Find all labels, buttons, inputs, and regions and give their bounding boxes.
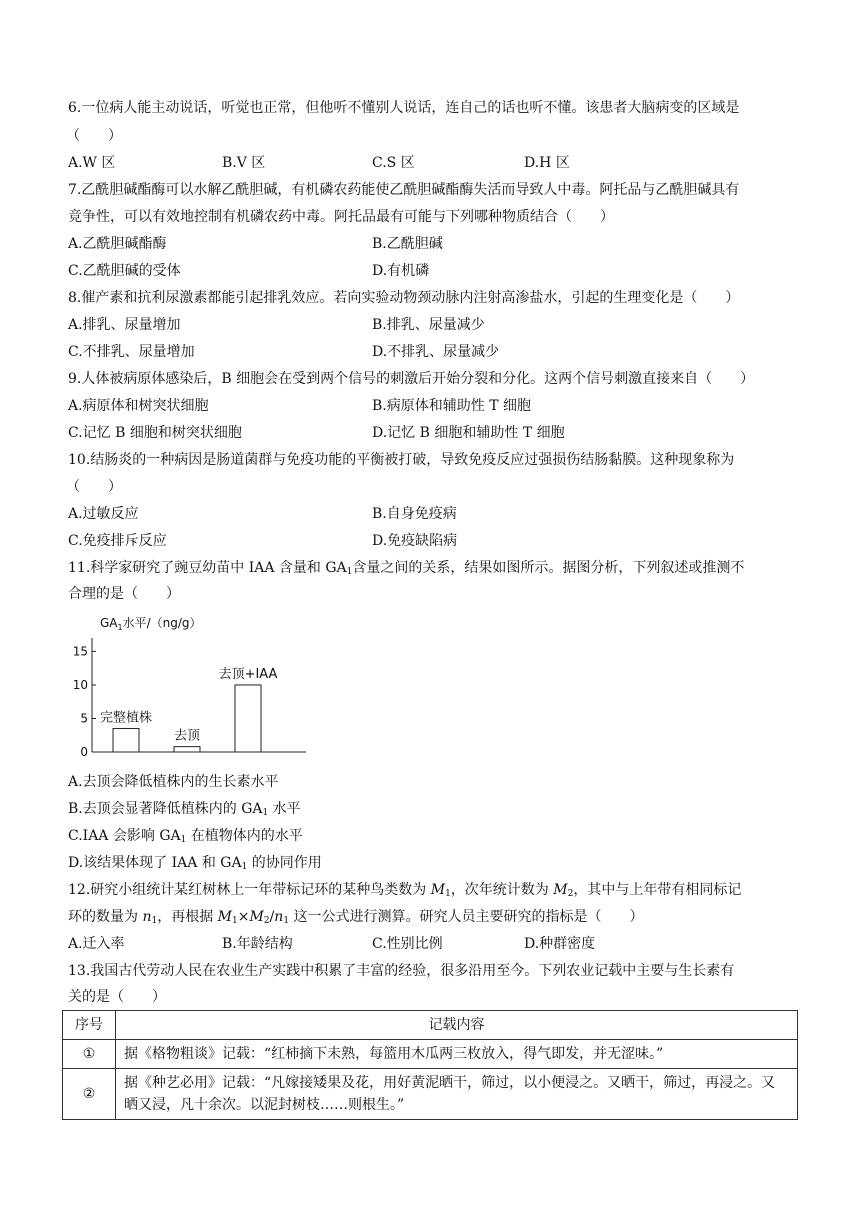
q11-stem-line1	[68, 558, 744, 582]
q12-var-n2: n	[274, 909, 284, 925]
table-header-content: 记载内容	[116, 1011, 798, 1040]
q7-stem-line1: 7.乙酰胆碱酯酶可以水解乙酰胆碱，有机磷农药能使乙酰胆碱酯酶失活而导致人中毒。阿托品与乙酰胆碱具有	[68, 182, 740, 198]
q11-option-d-tail: 的协同作用	[247, 855, 322, 871]
q12-sub-3: 1	[151, 916, 158, 926]
q7-option-a: A.乙酰胆碱酯酶	[68, 236, 167, 252]
q11-stem-line2: 合理的是（ ）	[68, 586, 180, 602]
q9-option-b: B.病原体和辅助性 T 细胞	[372, 398, 531, 414]
q9-option-c: C.记忆 B 细胞和树突状细胞	[68, 425, 242, 441]
q12-option-c: C.性别比例	[372, 936, 443, 952]
q12-sub-2: 2	[567, 889, 574, 899]
bar-label-3: 去顶+IAA	[218, 666, 278, 682]
q12-text-3: ，其中与上年带有相同标记	[573, 882, 742, 898]
q8-option-c: C.不排乳、尿量增加	[68, 344, 195, 360]
q13-stem-line2: 关的是（ ）	[68, 989, 166, 1005]
y-tick-label: 10	[72, 677, 88, 692]
q12-slash: /	[269, 909, 275, 925]
q12-text-5: ，再根据	[157, 909, 218, 925]
q11-option-d-sub: 1	[241, 862, 248, 872]
q12-stem-line1	[68, 880, 741, 904]
bar-1	[113, 729, 139, 752]
q12-sub-6: 1	[283, 916, 290, 926]
q9-option-d: D.记忆 B 细胞和辅助性 T 细胞	[372, 425, 565, 441]
q12-stem-line2	[68, 907, 644, 931]
q12-var-m2: M	[553, 882, 568, 898]
q8-option-d: D.不排乳、尿量减少	[372, 344, 500, 360]
q12-text-8: 这一公式进行测算。研究人员主要研究的指标是（ ）	[289, 909, 644, 925]
q11-stem-sub: 1	[346, 567, 353, 577]
q12-sub-1: 1	[445, 889, 451, 899]
table-cell-content: 据《种艺必用》记载：“凡嫁接矮果及花，用好黄泥晒干，筛过，以小便浸之。又晒干，筛过，再浸之。又晒又浸，凡十余次。以泥封树枝……则根生。”	[116, 1069, 798, 1120]
y-axis-title-text: $GA_1$水平/（ng/g）	[100, 616, 202, 632]
q7-stem-line2: 竞争性，可以有效地控制有机磷农药中毒。阿托品最有可能与下列哪种物质结合（ ）	[68, 209, 614, 225]
q12-text-2: ，次年统计数为	[450, 882, 554, 898]
q12-option-d: D.种群密度	[524, 936, 596, 952]
q12-option-b: B.年龄结构	[222, 936, 293, 952]
q10-option-c: C.免疫排斥反应	[68, 533, 167, 549]
q11-option-c	[68, 826, 303, 850]
q10-option-a: A.过敏反应	[68, 506, 139, 522]
table-header-number: 序号	[63, 1011, 116, 1040]
bar-label-1: 完整植株	[99, 710, 153, 726]
q8-option-b: B.排乳、尿量减少	[372, 317, 485, 333]
q11-option-d	[68, 853, 322, 877]
q6-option-b: B.V 区	[222, 155, 266, 171]
ga1-bar-chart	[70, 610, 320, 760]
q12-sub-5: 2	[263, 916, 270, 926]
q10-stem-line2: （ ）	[66, 479, 122, 495]
q12-sub-4: 1	[232, 916, 238, 926]
q9-option-a: A.病原体和树突状细胞	[68, 398, 209, 414]
bar-2	[174, 747, 200, 752]
q12-var-m3: M	[217, 909, 233, 925]
q11-option-b-tail: 水平	[268, 801, 301, 817]
q11-option-b-text: B.去顶会显著降低植株内的 GA	[68, 801, 263, 817]
q11-option-c-sub: 1	[180, 835, 187, 845]
q7-option-c: C.乙酰胆碱的受体	[68, 263, 181, 279]
table-cell-content: 据《格物粗谈》记载：“红柿摘下未熟，每篮用木瓜两三枚放入，得气即发，并无涩味。”	[116, 1040, 798, 1069]
q11-option-d-text: D.该结果体现了 IAA 和 GA	[68, 855, 242, 871]
q12-text-1: 12.研究小组统计某红树林上一年带标记环的某种鸟类数为	[68, 882, 431, 898]
q6-stem-line2: （ ）	[66, 128, 122, 144]
y-tick-label: 15	[72, 644, 88, 659]
y-tick-label: 0	[80, 745, 88, 759]
table-header-row	[63, 1011, 798, 1040]
q11-stem-part2: 含量之间的关系，结果如图所示。据图分析，下列叙述或推测不	[352, 560, 745, 576]
y-axis-title	[100, 615, 202, 632]
q6-stem-line1: 6.一位病人能主动说话，听觉也正常，但他听不懂别人说话，连自己的话也听不懂。该患者大脑病变的区域是	[68, 100, 740, 116]
table-row	[63, 1069, 798, 1120]
table-cell-number: ②	[63, 1069, 116, 1120]
q8-option-a: A.排乳、尿量增加	[68, 317, 181, 333]
q11-option-c-tail: 在植物体内的水平	[186, 828, 303, 844]
q6-option-a: A.W 区	[68, 155, 116, 171]
q10-option-b: B.自身免疫病	[372, 506, 457, 522]
q6-option-c: C.S 区	[372, 155, 415, 171]
bar-3	[235, 685, 261, 752]
q6-option-d: D.H 区	[524, 155, 570, 171]
records-table	[62, 1010, 798, 1120]
q12-text-4: 环的数量为	[68, 909, 143, 925]
q9-stem-line1: 9.人体被病原体感染后，B 细胞会在受到两个信号的刺激后开始分裂和分化。这两个信号刺激直接来自（ ）	[68, 371, 755, 387]
q11-option-b	[68, 799, 301, 823]
q12-var-m1: M	[430, 882, 446, 898]
q12-times: ×	[237, 909, 250, 925]
y-tick-label: 5	[80, 711, 88, 726]
q12-var-m4: M	[249, 909, 264, 925]
q11-stem-part1: 11.科学家研究了豌豆幼苗中 IAA 含量和 GA	[68, 560, 347, 576]
q7-option-b: B.乙酰胆碱	[372, 236, 443, 252]
bar-label-2: 去顶	[173, 728, 201, 744]
q10-option-d: D.免疫缺陷病	[372, 533, 458, 549]
q11-option-c-text: C.IAA 会影响 GA	[68, 828, 181, 844]
q8-stem-line1: 8.催产素和抗利尿激素都能引起排乳效应。若向实验动物颈动脉内注射高渗盐水，引起的生理变化是（ ）	[68, 290, 740, 306]
q12-var-n1: n	[142, 909, 152, 925]
table-cell-number: ①	[63, 1040, 116, 1069]
q11-option-a: A.去顶会降低植株内的生长素水平	[68, 774, 279, 790]
q12-option-a: A.迁入率	[68, 936, 125, 952]
q13-stem-line1: 13.我国古代劳动人民在农业生产实践中积累了丰富的经验，很多沿用至今。下列农业记载中主要与生长素有	[68, 963, 735, 979]
y-ticks	[73, 644, 96, 759]
q10-stem-line1: 10.结肠炎的一种病因是肠道菌群与免疫功能的平衡被打破，导致免疫反应过强损伤结肠黏膜。这种现象称为	[68, 452, 735, 468]
q7-option-d: D.有机磷	[372, 263, 430, 279]
table-row	[63, 1040, 798, 1069]
q11-option-b-sub: 1	[262, 808, 269, 818]
